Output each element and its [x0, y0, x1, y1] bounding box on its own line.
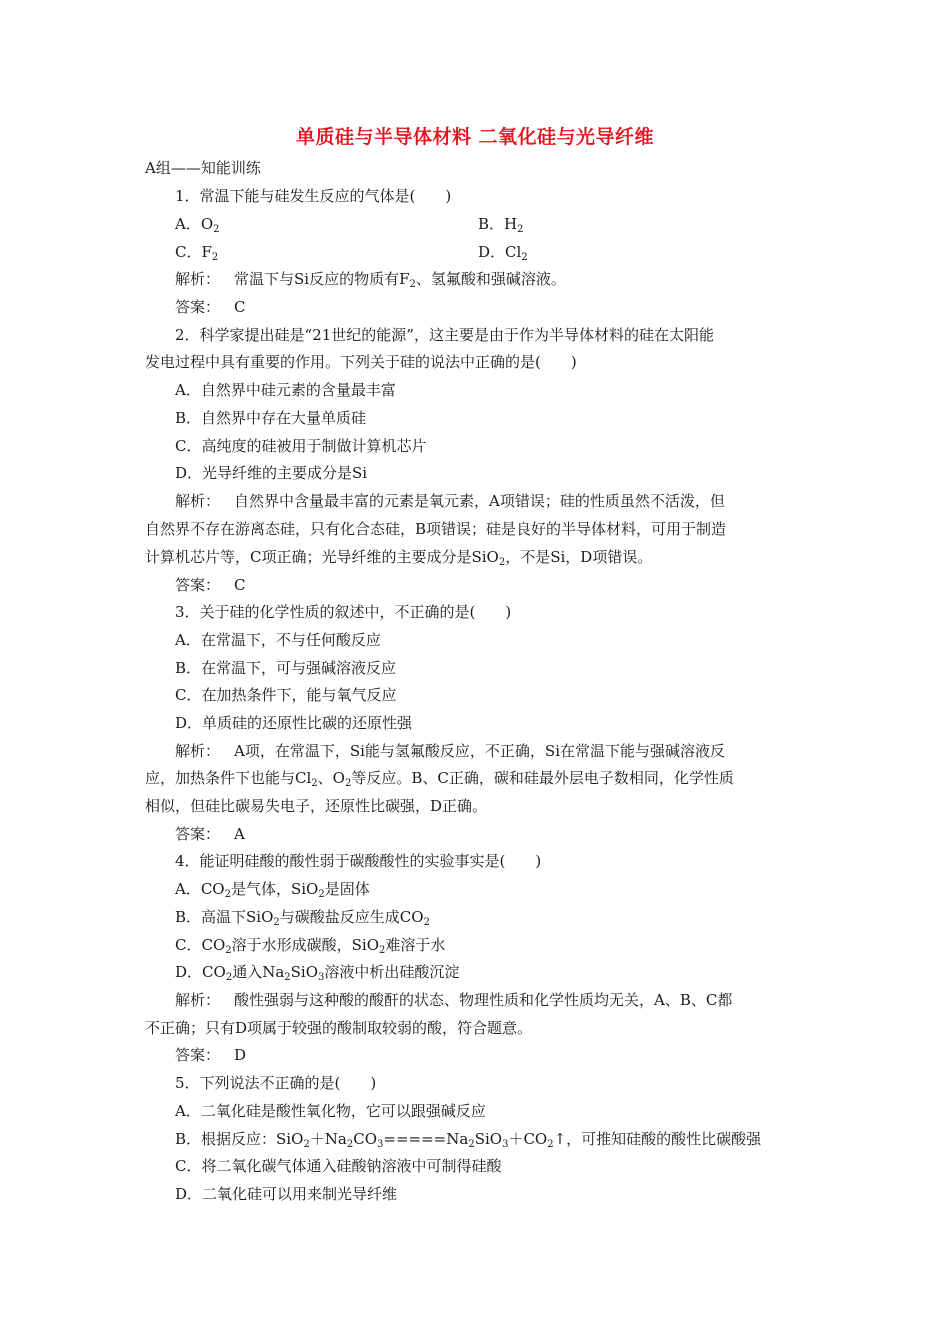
q2-expl-l3a: 计算机芯片等，C项正确；光导纤维的主要成分是SiO	[145, 548, 499, 566]
q1-d-sub: 2	[521, 252, 528, 263]
q3-explanation-line1	[175, 741, 725, 761]
q3-option-b: B．在常温下，可与强碱溶液反应	[175, 659, 397, 677]
q5-b7: ↑，可推知硅酸的酸性比碳酸强	[553, 1130, 762, 1148]
q3-expl-l2b: 、O	[317, 769, 345, 787]
q5-b-s2: 2	[346, 1139, 354, 1150]
q5-b-s3: 3	[377, 1139, 384, 1150]
document-title: 单质硅与半导体材料 二氧化硅与光导纤维	[295, 126, 655, 148]
q5-stem: 5．下列说法不正确的是( )	[175, 1074, 377, 1092]
q4-option-b	[175, 907, 430, 927]
q2-stem-line1: 2．科学家提出硅是“21世纪的能源”，这主要是由于作为半导体材料的硅在太阳能	[175, 326, 714, 344]
q3-expl-l2a: 应，加热条件下也能与Cl	[145, 769, 312, 787]
q4-expl-label: 解析：	[175, 991, 221, 1009]
q1-d-text: D．Cl	[478, 243, 522, 261]
q3-expl-l2sub1: 2	[311, 778, 318, 789]
q2-stem-line2: 发电过程中具有重要的作用。下列关于硅的说法中正确的是( )	[145, 353, 577, 371]
q5-b5: SiO	[474, 1130, 503, 1148]
q3-option-a: A．在常温下，不与任何酸反应	[175, 631, 381, 649]
q4-b1: B．高温下SiO	[175, 908, 274, 926]
q1-ans-value: C	[234, 298, 246, 316]
q4-d4: 溶液中析出硅酸沉淀	[324, 963, 460, 981]
q1-option-c	[175, 242, 218, 262]
q1-expl-sub: 2	[409, 279, 416, 290]
q4-d2: 通入Na	[232, 963, 285, 981]
q1-b-text: B．H	[478, 215, 518, 233]
q2-option-a: A．自然界中硅元素的含量最丰富	[175, 381, 396, 399]
q4-answer	[175, 1045, 246, 1065]
q1-c-text: C．F	[175, 243, 212, 261]
q3-expl-label: 解析：	[175, 742, 221, 760]
q2-explanation-line3	[145, 547, 652, 567]
q4-c3: 难溶于水	[385, 936, 446, 954]
q3-answer	[175, 824, 245, 844]
q5-b2: ＋Na	[309, 1130, 347, 1148]
q1-b-sub: 2	[517, 224, 524, 235]
q4-option-c	[175, 935, 445, 955]
q4-explanation-line2: 不正确；只有D项属于较强的酸制取较弱的酸，符合题意。	[145, 1019, 533, 1037]
q5-b3: CO	[353, 1130, 378, 1148]
q1-option-b	[478, 214, 523, 234]
q2-explanation-line2: 自然界不存在游离态硅，只有化合态硅，B项错误；硅是良好的半导体材料，可用于制造	[145, 520, 727, 538]
q1-expl-1: 常温下与Si反应的物质有F	[234, 270, 410, 288]
q2-expl-l1: 自然界中含量最丰富的元素是氧元素，A项错误；硅的性质虽然不活泼，但	[234, 492, 725, 510]
q1-a-text: A．O	[175, 215, 214, 233]
q4-c1: C．CO	[175, 936, 226, 954]
q2-expl-label: 解析：	[175, 492, 221, 510]
q4-a-sub1: 2	[224, 889, 231, 900]
q3-explanation-line2	[145, 768, 734, 788]
q4-d1: D．CO	[175, 963, 226, 981]
q2-answer	[175, 575, 246, 595]
q4-c-sub1: 2	[225, 945, 232, 956]
q1-a-sub: 2	[213, 224, 220, 235]
q5-b-s1: 2	[303, 1139, 310, 1150]
q4-a2: 是气体，SiO	[230, 880, 319, 898]
q4-d-sub2: 2	[284, 972, 291, 983]
q5-b6: ＋CO	[508, 1130, 548, 1148]
q2-explanation-line1	[175, 491, 725, 511]
q1-option-d	[478, 242, 528, 262]
q3-ans-value: A	[234, 825, 245, 843]
q4-expl-l1: 酸性强弱与这种酸的酸酐的状态、物理性质和化学性质均无关，A、B、C都	[234, 991, 733, 1009]
q2-expl-l3b: ，不是Si，D项错误。	[505, 548, 653, 566]
q1-explanation	[175, 269, 566, 289]
q4-a3: 是固体	[324, 880, 370, 898]
q3-option-d: D．单质硅的还原性比碳的还原性强	[175, 714, 413, 732]
group-heading: A组——知能训练	[145, 159, 261, 177]
q5-b-s6: 2	[547, 1139, 554, 1150]
q5-option-c: C．将二氧化碳气体通入硅酸钠溶液中可制得硅酸	[175, 1157, 502, 1175]
q1-expl-label: 解析：	[175, 270, 221, 288]
q1-answer	[175, 297, 246, 317]
q3-stem: 3．关于硅的化学性质的叙述中，不正确的是( )	[175, 603, 512, 621]
q4-a1: A．CO	[175, 880, 225, 898]
q5-option-a: A．二氧化硅是酸性氧化物，它可以跟强碱反应	[175, 1102, 486, 1120]
q5-option-b	[175, 1129, 761, 1149]
q3-expl-l2c: 等反应。B、C正确，碳和硅最外层电子数相同，化学性质	[351, 769, 734, 787]
q4-c2: 溶于水形成碳酸，SiO	[231, 936, 380, 954]
q4-ans-label: 答案：	[175, 1046, 221, 1064]
q4-b-sub2: 2	[423, 917, 430, 928]
q2-ans-value: C	[234, 576, 246, 594]
q3-ans-label: 答案：	[175, 825, 221, 843]
q4-b-sub1: 2	[273, 917, 280, 928]
q1-expl-2: 、氢氟酸和强碱溶液。	[415, 270, 566, 288]
q4-explanation-line1	[175, 990, 732, 1010]
q1-c-sub: 2	[211, 252, 219, 263]
q4-option-a	[175, 879, 370, 899]
q2-option-c: C．高纯度的硅被用于制做计算机芯片	[175, 437, 427, 455]
q2-option-d: D．光导纤维的主要成分是Si	[175, 464, 368, 482]
q4-d3: SiO	[290, 963, 319, 981]
q1-stem: 1．常温下能与硅发生反应的气体是( )	[175, 187, 452, 205]
q2-ans-label: 答案：	[175, 576, 221, 594]
q1-option-a	[175, 214, 220, 234]
q4-stem: 4．能证明硅酸的酸性弱于碳酸酸性的实验事实是( )	[175, 852, 542, 870]
q5-b-s5: 3	[502, 1139, 509, 1150]
q5-option-d: D．二氧化硅可以用来制光导纤维	[175, 1185, 398, 1203]
q4-a-sub2: 2	[318, 889, 325, 900]
q4-option-d	[175, 962, 459, 982]
q5-b-s4: 2	[468, 1139, 475, 1150]
q4-d-sub1: 2	[225, 972, 233, 983]
q3-option-c: C．在加热条件下，能与氧气反应	[175, 686, 397, 704]
q3-expl-l2sub2: 2	[344, 778, 352, 789]
q4-ans-value: D	[234, 1046, 247, 1064]
q5-b4: =====Na	[383, 1130, 469, 1148]
q3-expl-l1: A项，在常温下，Si能与氢氟酸反应，不正确，Si在常温下能与强碱溶液反	[234, 742, 725, 760]
q4-c-sub2: 2	[379, 945, 386, 956]
q2-expl-l3sub: 2	[498, 557, 506, 568]
q3-explanation-line3: 相似，但硅比碳易失电子，还原性比碳强，D正确。	[145, 797, 488, 815]
q2-option-b: B．自然界中存在大量单质硅	[175, 409, 367, 427]
q5-b1: B．根据反应：SiO	[175, 1130, 304, 1148]
q4-b2: 与碳酸盐反应生成CO	[279, 908, 424, 926]
q1-ans-label: 答案：	[175, 298, 221, 316]
q4-d-sub3: 3	[318, 972, 325, 983]
